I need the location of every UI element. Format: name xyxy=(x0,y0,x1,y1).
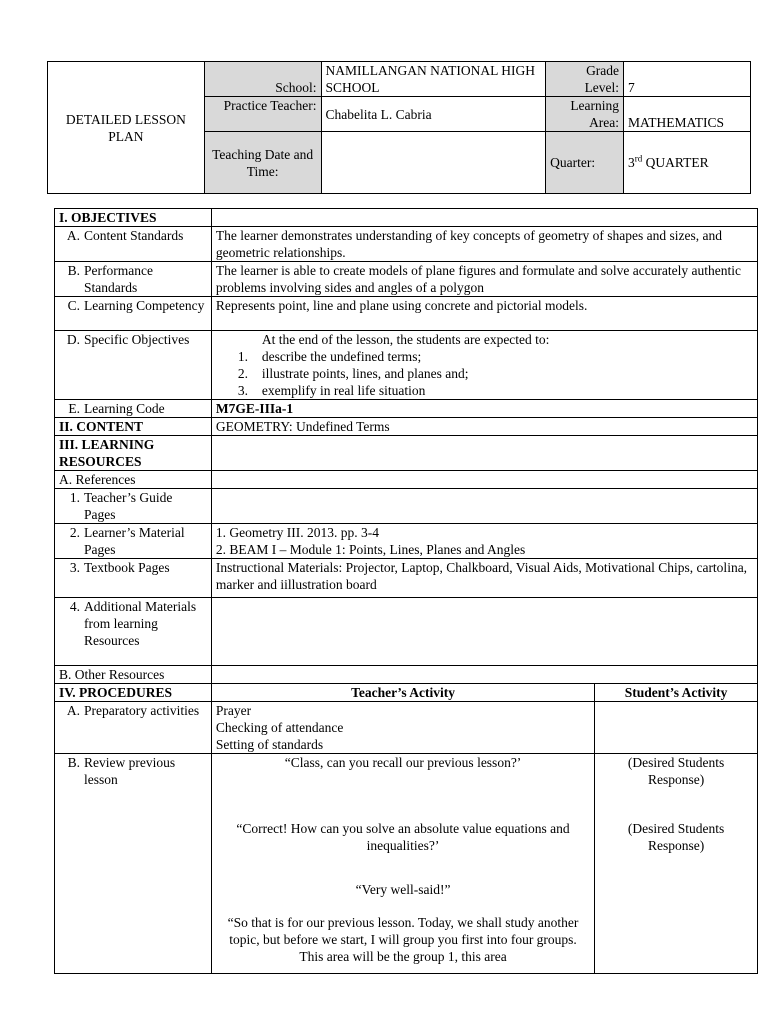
school-name: NAMILLANGAN NATIONAL HIGH SCHOOL xyxy=(321,62,546,97)
additional-materials-label: 4. Additional Materials from learning Resources xyxy=(55,598,212,666)
specific-objectives-text: At the end of the lesson, the students are expected to: 1. describe the undefined terms; 2. illustrate points, lines, and planes and; 3. exemplify in real life situation xyxy=(211,331,757,400)
procedures-heading: IV. PROCEDURES xyxy=(55,684,212,702)
lesson-table xyxy=(54,208,758,974)
learning-competency-text: Represents point, line and plane using concrete and pictorial models. xyxy=(211,297,757,331)
content-standards-label: A. Content Standards xyxy=(55,227,212,262)
grade-label: Grade Level: xyxy=(546,62,624,97)
objective-item: 2. illustrate points, lines, and planes and; xyxy=(237,366,469,381)
date-value xyxy=(321,132,546,194)
date-label: Teaching Date and Time: xyxy=(204,132,321,194)
objective-item: 1. describe the undefined terms; xyxy=(237,349,422,364)
objective-item: 3. exemplify in real life situation xyxy=(237,383,426,398)
objectives-heading: I. OBJECTIVES xyxy=(55,209,212,227)
learning-code-value: M7GE-IIIa-1 xyxy=(211,400,757,418)
learning-code-label: E. Learning Code xyxy=(55,400,212,418)
other-resources-label: B. Other Resources xyxy=(55,666,212,684)
content-standards-text: The learner demonstrates understanding of key concepts of geometry of shapes and sizes, and geometric relationships. xyxy=(211,227,757,262)
quarter-value: 3rd QUARTER xyxy=(624,132,751,194)
area-label: Learning Area: xyxy=(546,97,624,132)
review-student-text: (Desired Students Response) (Desired Students Response) xyxy=(595,754,758,974)
textbook-pages-label: 3. Textbook Pages xyxy=(55,559,212,598)
learners-material-text: 1. Geometry III. 2013. pp. 3-4 2. BEAM I – Module 1: Points, Lines, Planes and Angles xyxy=(211,524,757,559)
quarter-label: Quarter: xyxy=(546,132,624,194)
resources-heading: III. LEARNING RESOURCES xyxy=(55,436,212,471)
review-teacher-text: “Class, can you recall our previous lesson?’ “Correct! How can you solve an absolute value equations and inequalities?’ “Very well-said!” “So that is for our previous lesson. Today, we shall study another topic, but before we start, I will group you first into four groups. This area will be the group 1, this area xyxy=(211,754,594,974)
school-label: School: xyxy=(204,62,321,97)
performance-standards-label: B. Performance Standards xyxy=(55,262,212,297)
header-table xyxy=(47,61,751,194)
preparatory-text: Prayer Checking of attendance Setting of standards xyxy=(211,702,594,754)
performance-standards-text: The learner is able to create models of plane figures and formulate and solve accurately authentic problems involving sides and angles of a polygon xyxy=(211,262,757,297)
textbook-pages-text: Instructional Materials: Projector, Laptop, Chalkboard, Visual Aids, Motivational Chips, cartolina, marker and iillustration board xyxy=(211,559,757,598)
area-value: MATHEMATICS xyxy=(624,97,751,132)
content-heading: II. CONTENT xyxy=(55,418,212,436)
references-label: A. References xyxy=(55,471,212,489)
preparatory-label: A. Preparatory activities xyxy=(55,702,212,754)
teachers-guide-text xyxy=(211,489,757,524)
grade-value: 7 xyxy=(624,62,751,97)
review-label: B. Review previous lesson xyxy=(55,754,212,974)
specific-objectives-label: D. Specific Objectives xyxy=(55,331,212,400)
teacher-label: Practice Teacher: xyxy=(204,97,321,132)
learning-competency-label: C. Learning Competency xyxy=(55,297,212,331)
learners-material-label: 2. Learner’s Material Pages xyxy=(55,524,212,559)
student-activity-header: Student’s Activity xyxy=(595,684,758,702)
teacher-activity-header: Teacher’s Activity xyxy=(211,684,594,702)
additional-materials-text xyxy=(211,598,757,666)
teacher-name: Chabelita L. Cabria xyxy=(321,97,546,132)
content-text: GEOMETRY: Undefined Terms xyxy=(211,418,757,436)
teachers-guide-label: 1. Teacher’s Guide Pages xyxy=(55,489,212,524)
lesson-plan-title: DETAILED LESSON PLAN xyxy=(48,62,205,194)
